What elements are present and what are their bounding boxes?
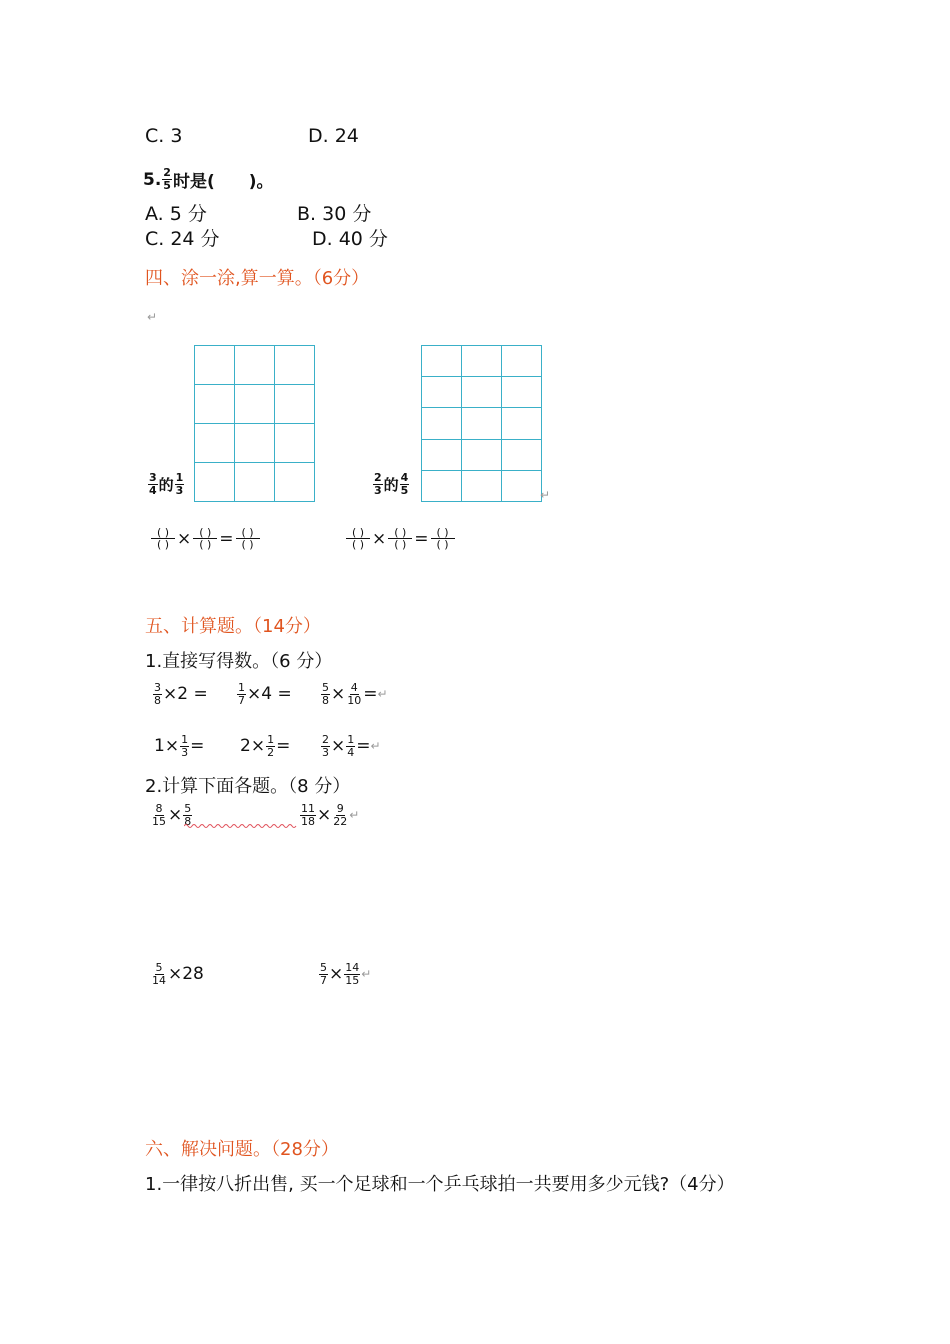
left-label: $\frac{3}{4}$ 的 $\frac{1}{3}$ <box>149 471 184 497</box>
fraction: $\frac{2}{3}$ <box>374 471 382 497</box>
option-c: C. 3 <box>145 125 183 147</box>
question-5 <box>143 167 274 192</box>
fraction: $\frac{1}{7}$ <box>238 681 245 707</box>
grid-left <box>194 345 315 502</box>
fraction: $\frac{8}{15}$ <box>152 802 166 828</box>
fraction: $\frac{4}{5}$ <box>400 471 409 497</box>
q5-option-a: A. 5 分 <box>145 203 207 225</box>
blank-fraction[interactable]: $\frac{( )}{( )}$ <box>430 527 456 551</box>
calc-4: $\frac{5}{7}$ × $\frac{14}{15}$ ↵ <box>320 961 372 987</box>
fraction: $\frac{5}{14}$ <box>152 961 166 987</box>
section-6-question-1: 1.一律按八折出售, 买一个足球和一个乒乓球拍一共要用多少元钱?（4分） <box>145 1174 735 1195</box>
fraction: $\frac{2}{5}$ <box>163 166 171 192</box>
oral-calc-4: 1× $\frac{1}{3}$ = <box>154 733 205 759</box>
grid-right <box>421 345 542 502</box>
question-2-title: 2.计算下面各题。（8 分） <box>145 776 351 797</box>
fraction: $\frac{1}{3}$ <box>175 471 184 497</box>
calc-3: $\frac{5}{14}$ ×28 <box>152 961 204 987</box>
fraction: $\frac{1}{2}$ <box>267 733 275 759</box>
paragraph-mark: ↵ <box>377 687 388 702</box>
q5-option-d: D. 40 分 <box>312 228 388 250</box>
fraction: $\frac{11}{18}$ <box>301 802 315 828</box>
section-5-heading: 五、计算题。（14分） <box>145 616 321 637</box>
fraction: $\frac{2}{3}$ <box>322 733 329 759</box>
q5-option-c: C. 24 分 <box>145 228 220 250</box>
section-6-heading: 六、解决问题。（28分） <box>145 1139 339 1160</box>
fraction: $\frac{1}{4}$ <box>347 733 355 759</box>
fraction: $\frac{1}{3}$ <box>181 733 189 759</box>
section-4-heading: 四、涂一涂,算一算。（6分） <box>145 268 370 289</box>
paragraph-mark: ↵ <box>349 808 360 823</box>
paragraph-mark: ↵ <box>147 310 158 324</box>
fraction: $\frac{14}{15}$ <box>345 961 360 987</box>
fraction: $\frac{4}{10}$ <box>347 681 362 707</box>
blank-fraction[interactable]: $\frac{( )}{( )}$ <box>345 527 371 551</box>
paragraph-mark: ↵ <box>370 739 381 754</box>
paragraph-mark: ↵ <box>361 967 372 982</box>
oral-calc-2: $\frac{1}{7}$ ×4 = <box>238 681 292 707</box>
paragraph-mark: ↵ <box>540 488 551 502</box>
oral-calc-5: 2× $\frac{1}{2}$ = <box>240 733 291 759</box>
option-d: D. 24 <box>308 125 359 147</box>
q5-option-b: B. 30 分 <box>297 203 372 225</box>
blank-fraction[interactable]: $\frac{( )}{( )}$ <box>192 527 218 551</box>
oral-calc-3: $\frac{5}{8}$ × $\frac{4}{10}$ = ↵ <box>322 681 388 707</box>
blank-fraction[interactable]: $\frac{( )}{( )}$ <box>387 527 413 551</box>
question-number: 5. <box>143 169 162 190</box>
right-label: $\frac{2}{3}$ 的 $\frac{4}{5}$ <box>374 471 409 497</box>
blank-fraction[interactable]: $\frac{( )}{( )}$ <box>150 527 176 551</box>
spellcheck-underline <box>184 823 298 829</box>
blank-equation-right: $\frac{( )}{( )}$ × $\frac{( )}{( )}$ = $\frac{( )}{( )}$ <box>345 527 456 551</box>
fraction: $\frac{5}{8}$ <box>322 681 329 707</box>
fraction: $\frac{3}{4}$ <box>149 471 157 497</box>
oral-calc-6: $\frac{2}{3}$ × $\frac{1}{4}$ = ↵ <box>322 733 381 759</box>
question-1-title: 1.直接写得数。（6 分） <box>145 651 333 672</box>
oral-calc-1: $\frac{3}{8}$ ×2 = <box>154 681 208 707</box>
fraction: $\frac{3}{8}$ <box>154 681 161 707</box>
fraction: $\frac{5}{7}$ <box>320 961 327 987</box>
calc-2: $\frac{11}{18}$ × $\frac{9}{22}$ ↵ <box>301 802 360 828</box>
question-text: 时是( )。 <box>172 172 274 192</box>
calc-1: $\frac{8}{15}$ × $\frac{5}{8}$ <box>152 802 192 828</box>
blank-equation-left: $\frac{( )}{( )}$ × $\frac{( )}{( )}$ = $\frac{( )}{( )}$ <box>150 527 261 551</box>
fraction: $\frac{5}{8}$ <box>184 802 192 828</box>
blank-fraction[interactable]: $\frac{( )}{( )}$ <box>235 527 261 551</box>
fraction: $\frac{9}{22}$ <box>333 802 348 828</box>
